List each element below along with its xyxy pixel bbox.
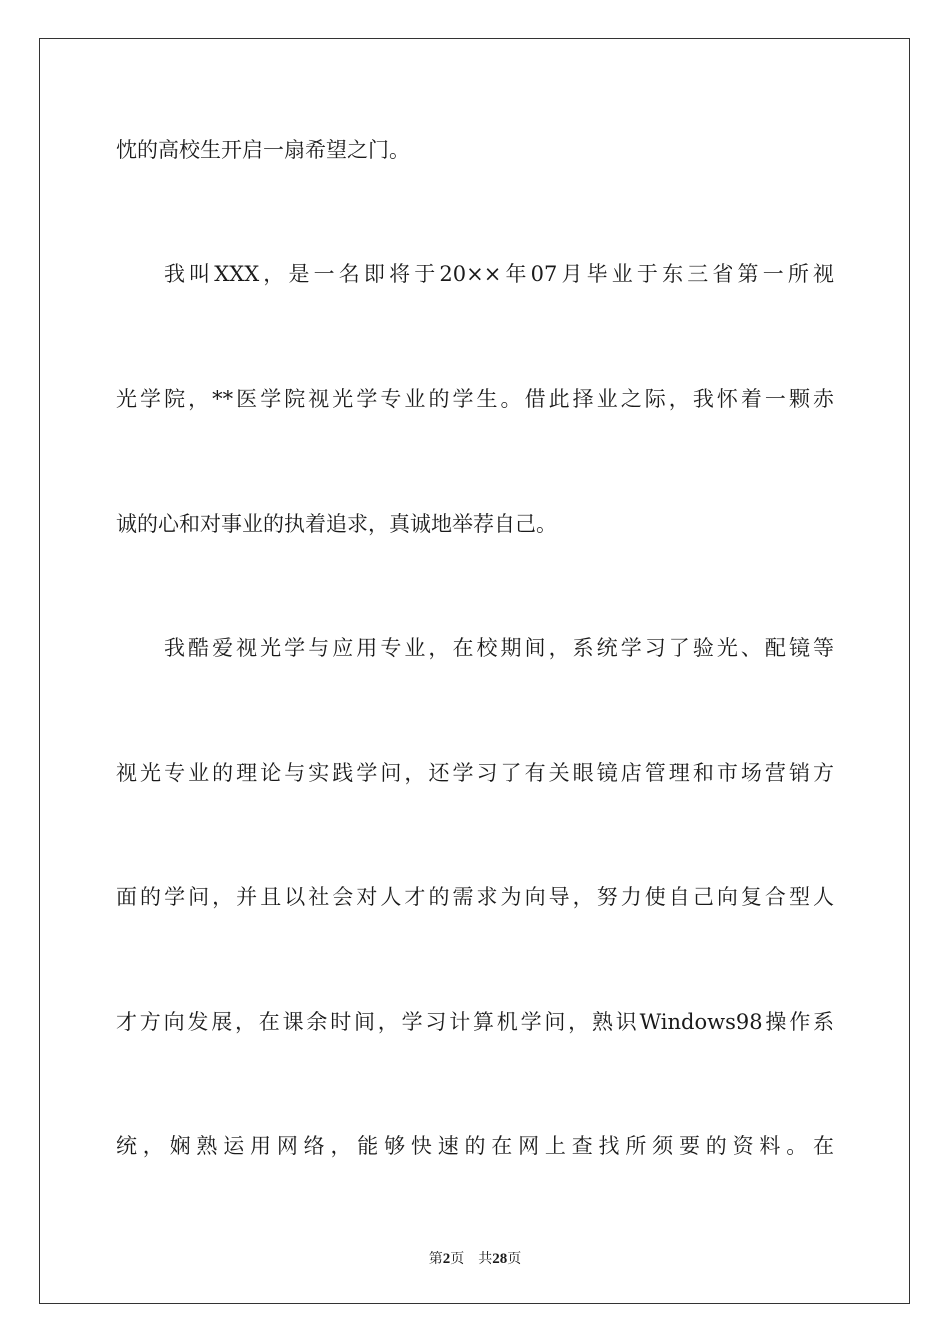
body-text-line: 统，娴熟运用网络，能够快速的在网上查找所须要的资料。在 xyxy=(116,1134,834,1158)
body-text-line: 我酷爱视光学与应用专业，在校期间，系统学习了验光、配镜等 xyxy=(164,636,834,660)
page-footer xyxy=(0,1248,950,1268)
body-text-line: 才方向发展，在课余时间，学习计算机学问，熟识Windows98操作系 xyxy=(116,1010,834,1034)
footer-page-unit: 页 xyxy=(450,1251,465,1267)
footer-page-number: 2 xyxy=(442,1251,451,1267)
body-text-line: 面的学问，并且以社会对人才的需求为向导，努力使自己向复合型人 xyxy=(116,885,834,909)
footer-total-unit: 页 xyxy=(507,1251,522,1267)
footer-total-pages: 28 xyxy=(492,1251,508,1267)
body-text-line: 我叫XXX，是一名即将于20××年07月毕业于东三省第一所视 xyxy=(164,262,834,286)
body-text-line: 光学院，**医学院视光学专业的学生。借此择业之际，我怀着一颗赤 xyxy=(116,387,834,411)
body-text-line: 忱的高校生开启一扇希望之门。 xyxy=(116,138,410,162)
footer-total-prefix: 共 xyxy=(478,1251,493,1267)
footer-page-prefix: 第 xyxy=(428,1251,443,1267)
body-text-line: 诚的心和对事业的执着追求，真诚地举荐自己。 xyxy=(116,512,557,536)
body-text-line: 视光专业的理论与实践学问，还学习了有关眼镜店管理和市场营销方 xyxy=(116,761,834,785)
page-border xyxy=(39,38,910,1304)
